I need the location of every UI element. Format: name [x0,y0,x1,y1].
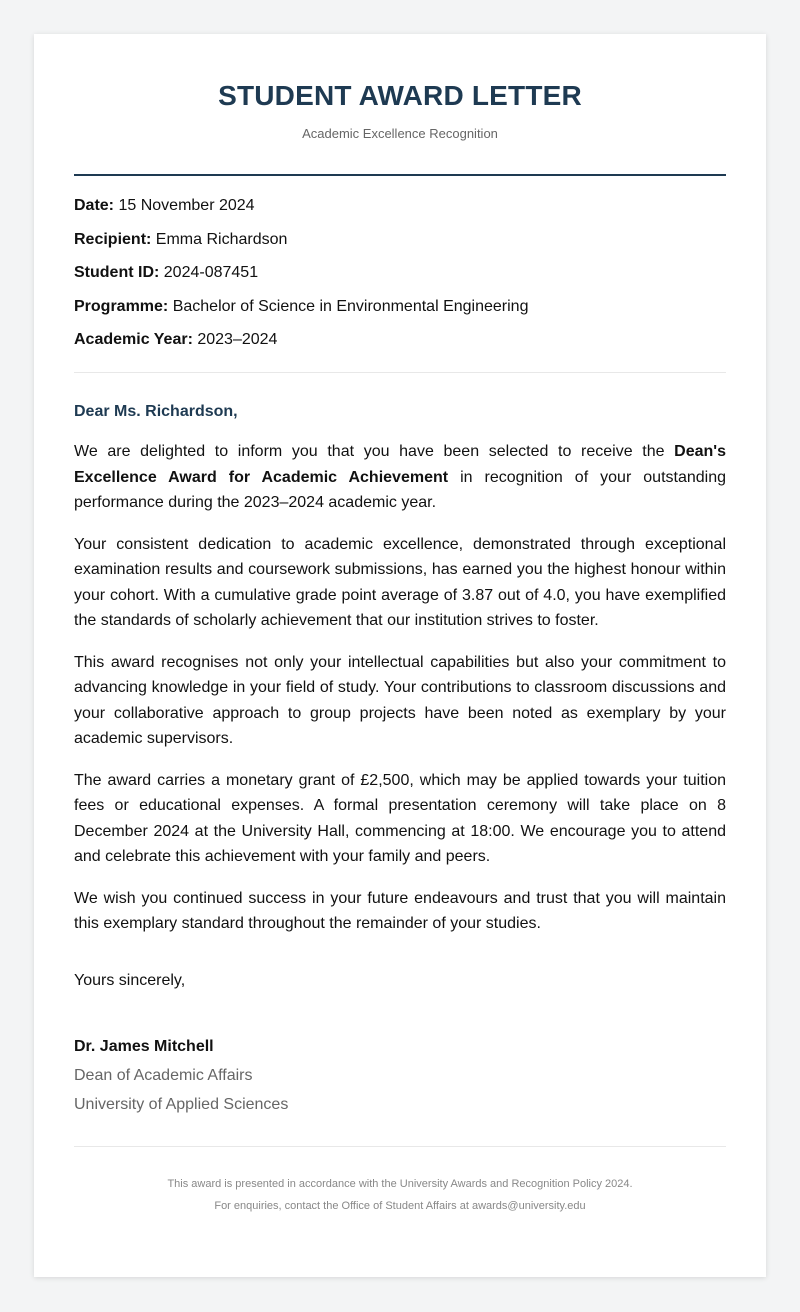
programme-row [74,297,726,317]
paragraph-grant-ceremony: The award carries a monetary grant of £2,500, which may be applied towards your tuition fees or educational expenses. A formal presentation ceremony will take place on 8 December 2024 at the University Hall, commencing at 18:00. We encourage you to attend and celebrate this achievement with your family and peers. [74,771,726,865]
academic-year-label: Academic Year: [74,331,193,348]
signatory-title: Dean of Academic Affairs [74,1066,253,1084]
programme-label: Programme: [74,297,169,315]
letter-details [74,196,726,350]
date-row [74,196,726,216]
p1-end: in recognition of your outstanding performance during the 2023–2024 academic year. [74,468,727,511]
signatory-name: Dr. James Mitchell [74,1037,214,1055]
recipient-value: Emma Richardson [155,230,288,248]
signatory-institution: University of Applied Sciences [74,1095,289,1113]
paragraph-well-wishes: We wish you continued success in your future endeavours and trust that you will maintain this exemplary standard throughout the remainder of your studies. [74,889,726,932]
student-id-label: Student ID: [74,264,160,281]
date-label: Date: [74,197,115,214]
academic-year-value: 2023–2024 [197,331,278,348]
signature-block [74,1036,726,1116]
footer-divider [74,1146,726,1147]
letter-header [74,34,726,142]
header-divider [74,174,726,176]
salutation: Dear Ms. Richardson, [74,403,238,420]
academic-year-row [74,330,726,350]
footer-policy-note: This award is presented in accordance with the University Awards and Recognition Policy 2024. [167,1177,633,1190]
date-value: 15 November 2024 [118,197,255,214]
footer-contact-note: For enquiries, contact the Office of Student Affairs at awards@university.edu [214,1199,586,1212]
paragraph-recognition: This award recognises not only your intellectual capabilities but also your commitment to advancing knowledge in your field of study. Your contributions to classroom discussions and your collaborative approach to group projects have been noted as exemplary by your academic supervisors. [74,653,726,747]
letter-subtitle: Academic Excellence Recognition [302,126,498,141]
details-divider [74,372,726,373]
programme-value: Bachelor of Science in Environmental Engineering [172,297,529,315]
student-id-value: 2024-087451 [163,264,259,281]
paragraph-achievement: Your consistent dedication to academic excellence, demonstrated through exceptional examination results and coursework submissions, has earned you the highest honour within your cohort. With a cumulative grade point average of 3.87 out of 4.0, you have exemplified the standards of scholarly achievement that our institution strives to foster. [74,535,726,629]
letter-footer [74,1173,726,1217]
award-name: Dean's Excellence Award for Academic Achievement [74,443,726,486]
p1-start: We are delighted to inform you that you have been selected to receive the [74,443,675,460]
recipient-label: Recipient: [74,230,152,248]
recipient-row [74,230,726,250]
paragraph-award-announcement [74,439,726,516]
award-letter [34,34,766,1277]
closing: Yours sincerely, [74,971,186,989]
letter-title: STUDENT AWARD LETTER [218,80,582,111]
student-id-row [74,263,726,283]
